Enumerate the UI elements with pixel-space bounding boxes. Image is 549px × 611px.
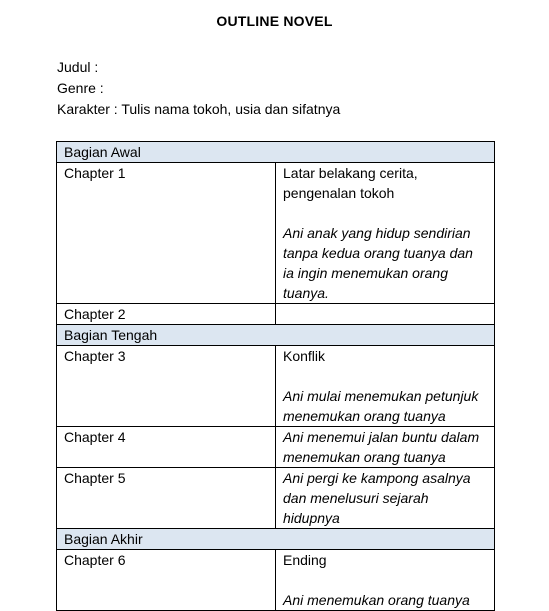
chapter-detail-1: Ani anak yang hidup sendirian tanpa kedua orang tuanya dan ia ingin menemukan orang tuanya. xyxy=(283,225,473,301)
section-header-akhir: Bagian Akhir xyxy=(57,529,495,550)
karakter-line: Karakter : Tulis nama tokoh, usia dan sifatnya xyxy=(57,101,341,117)
chapter-content-2 xyxy=(276,304,495,325)
chapter-content-6 xyxy=(276,550,495,611)
chapter-detail-4: Ani menemui jalan buntu dalam menemukan orang tuanya xyxy=(283,429,480,465)
chapter-label-6: Chapter 6 xyxy=(57,550,276,611)
metadata-block xyxy=(57,57,340,120)
chapter-detail-5: Ani pergi ke kampong asalnya dan menelusuri sejarah hidupnya xyxy=(283,470,471,526)
section-row-akhir xyxy=(57,529,495,550)
judul-line: Judul : xyxy=(57,59,99,75)
chapter-row-6 xyxy=(57,550,495,611)
chapter-summary-1: Latar belakang cerita, pengenalan tokoh xyxy=(283,165,418,201)
page-title: OUTLINE NOVEL xyxy=(216,13,333,29)
chapter-row-4 xyxy=(57,427,495,468)
section-row-tengah xyxy=(57,325,495,346)
outline-table xyxy=(56,141,495,611)
chapter-content-4 xyxy=(276,427,495,468)
chapter-row-1 xyxy=(57,163,495,304)
chapter-label-3: Chapter 3 xyxy=(57,346,276,427)
chapter-label-1: Chapter 1 xyxy=(57,163,276,304)
chapter-summary-6: Ending xyxy=(283,552,327,568)
chapter-detail-6: Ani menemukan orang tuanya xyxy=(283,592,470,608)
chapter-detail-3: Ani mulai menemukan petunjuk menemukan orang tuanya xyxy=(283,388,479,424)
section-row-awal xyxy=(57,142,495,163)
chapter-row-2 xyxy=(57,304,495,325)
chapter-row-5 xyxy=(57,468,495,529)
section-header-awal: Bagian Awal xyxy=(57,142,495,163)
chapter-content-3 xyxy=(276,346,495,427)
chapter-summary-3: Konflik xyxy=(283,348,326,364)
genre-line: Genre : xyxy=(57,80,104,96)
chapter-label-5: Chapter 5 xyxy=(57,468,276,529)
chapter-content-5 xyxy=(276,468,495,529)
chapter-row-3 xyxy=(57,346,495,427)
chapter-content-1 xyxy=(276,163,495,304)
section-header-tengah: Bagian Tengah xyxy=(57,325,495,346)
chapter-label-4: Chapter 4 xyxy=(57,427,276,468)
chapter-label-2: Chapter 2 xyxy=(57,304,276,325)
